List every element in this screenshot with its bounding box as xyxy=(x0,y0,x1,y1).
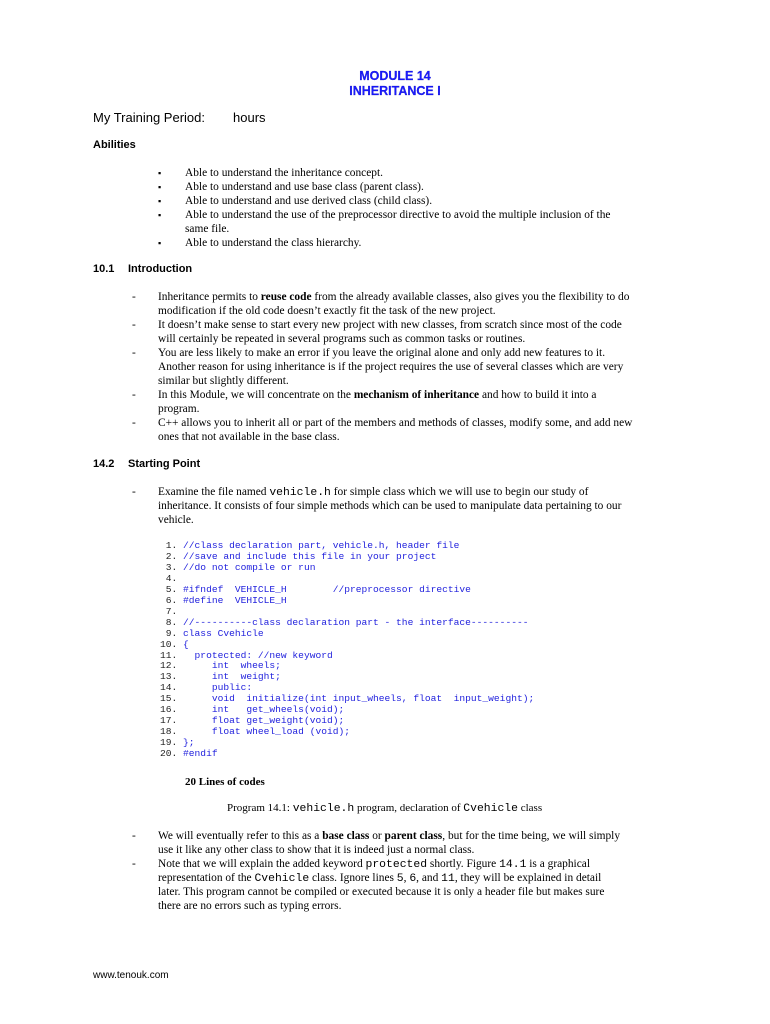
line-number: 3. xyxy=(160,561,178,573)
text-run: is a graphical xyxy=(526,858,590,870)
bold-term: mechanism of inheritance xyxy=(353,389,480,401)
dash-bullet-icon: - xyxy=(132,830,136,842)
line-number: 8. xyxy=(160,616,178,628)
text-run: program. xyxy=(158,403,200,415)
code-line xyxy=(160,596,534,607)
line-number: 5. xyxy=(160,583,178,595)
code-text: int wheels; xyxy=(177,660,281,672)
text-run: representation of the xyxy=(158,872,255,884)
line-number: 6. xyxy=(160,594,178,606)
line-number: 13. xyxy=(160,671,178,683)
dash-bullet-icon: - xyxy=(132,486,136,498)
code-text: #endif xyxy=(177,748,218,760)
paragraph-line xyxy=(158,499,621,513)
text-run: or xyxy=(369,830,385,842)
lines-of-code-caption: 20 Lines of codes xyxy=(185,776,265,788)
paragraph-line xyxy=(158,416,632,430)
paragraph-line xyxy=(158,829,620,843)
paragraph-line xyxy=(158,513,194,527)
paragraph-line xyxy=(158,885,604,899)
paragraph-line xyxy=(158,899,341,913)
code-text: #ifndef VEHICLE_H //preprocessor directive xyxy=(177,583,471,595)
paragraph-line xyxy=(158,485,588,500)
code-text: { xyxy=(177,638,189,650)
line-number: 16. xyxy=(160,704,178,716)
code-text: public: xyxy=(177,682,253,694)
code-listing xyxy=(160,541,534,760)
text-run: will certainly be repeated in several programs such as common tasks or routines. xyxy=(158,333,526,345)
square-bullet-icon: ▪ xyxy=(158,196,162,206)
dash-bullet-icon: - xyxy=(132,319,136,331)
text-run: from the already available classes, also gives you the flexibility to do xyxy=(311,291,630,303)
code-text: int weight; xyxy=(177,671,281,683)
square-bullet-icon: ▪ xyxy=(158,238,162,248)
code-text: //save and include this file in your project xyxy=(177,550,437,562)
code-line xyxy=(160,629,534,640)
square-bullet-icon: ▪ xyxy=(158,168,162,178)
text-run: for simple class which we will use to begin our study of xyxy=(330,486,589,498)
line-number: 15. xyxy=(160,693,178,705)
text-run: In this Module, we will concentrate on the xyxy=(158,389,354,401)
text-run: class. Ignore lines xyxy=(309,872,397,884)
paragraph-line xyxy=(158,871,601,886)
program-caption xyxy=(227,802,542,815)
paragraph-line xyxy=(158,360,623,374)
line-number: 18. xyxy=(160,726,178,738)
paragraph-line xyxy=(158,843,474,857)
section-number: 10.1 xyxy=(93,263,115,275)
ability-text: Able to understand and use base class (parent class). xyxy=(185,181,424,193)
code-line xyxy=(160,727,534,738)
text-run: use it like any other class to show that it is indeed just a normal class. xyxy=(158,844,475,856)
text-run: ones that not available in the base class. xyxy=(158,431,340,443)
bold-term: parent class xyxy=(384,830,443,842)
section-heading-introduction xyxy=(93,263,192,275)
section-title: Starting Point xyxy=(128,458,201,470)
text-run: We will eventually refer to this as a xyxy=(158,830,323,842)
training-period xyxy=(93,110,266,125)
text-run: Inheritance permits to xyxy=(158,291,261,303)
inline-code: Cvehicle xyxy=(463,803,518,815)
text-run: similar but slightly different. xyxy=(158,375,289,387)
paragraph-line xyxy=(158,304,496,318)
dash-bullet-icon: - xyxy=(132,858,136,870)
text-run: class xyxy=(517,802,543,814)
code-text: }; xyxy=(177,737,195,749)
ability-text: Able to understand the inheritance concept. xyxy=(185,167,383,179)
section-title: Introduction xyxy=(128,263,193,275)
text-run: , and xyxy=(416,872,442,884)
inline-code: vehicle.h xyxy=(292,803,355,815)
ability-text: same file. xyxy=(185,223,230,235)
text-run: It doesn’t make sense to start every new project with new classes, from scratch since most of the code xyxy=(158,319,622,331)
paragraph-line xyxy=(158,374,289,388)
paragraph-line xyxy=(158,318,622,332)
code-line xyxy=(160,749,534,760)
text-run: Another reason for using inheritance is if the project requires the use of several classes which are very xyxy=(158,361,624,373)
line-number: 14. xyxy=(160,682,178,694)
paragraph-line xyxy=(158,430,340,444)
text-run: , xyxy=(403,872,410,884)
inline-code: protected xyxy=(365,859,428,871)
text-run: vehicle. xyxy=(158,514,194,526)
code-line xyxy=(160,563,534,574)
line-number: 7. xyxy=(160,605,178,617)
text-run: , they will be explained in detail xyxy=(454,872,602,884)
dash-bullet-icon: - xyxy=(132,291,136,303)
footer-url: www.tenouk.com xyxy=(93,970,169,981)
inline-code: Cvehicle xyxy=(254,873,310,885)
text-run: C++ allows you to inherit all or part of the members and methods of classes, modify some, and add new xyxy=(158,417,633,429)
code-text: float get_weight(void); xyxy=(177,715,345,727)
text-run: Program 14.1: xyxy=(227,802,293,814)
inline-code: 5 xyxy=(396,873,404,885)
paragraph-line xyxy=(158,388,596,402)
text-run: and how to build it into a xyxy=(479,389,597,401)
text-run: You are less likely to make an error if you leave the original alone and only add new features to it. xyxy=(158,347,606,359)
text-run: Note that we will explain the added keyword xyxy=(158,858,366,870)
bold-term: base class xyxy=(322,830,370,842)
code-text: //do not compile or run xyxy=(177,561,316,573)
text-run: Examine the file named xyxy=(158,486,270,498)
line-number: 20. xyxy=(160,748,178,760)
line-number: 4. xyxy=(160,572,178,584)
ability-text: Able to understand and use derived class (child class). xyxy=(185,195,433,207)
inline-code: 14.1 xyxy=(499,859,527,871)
text-run: program, declaration of xyxy=(354,802,464,814)
paragraph-line xyxy=(158,402,199,416)
code-text: //----------class declaration part - the interface---------- xyxy=(177,616,529,628)
dash-bullet-icon: - xyxy=(132,389,136,401)
paragraph-line xyxy=(158,346,605,360)
code-text: #define VEHICLE_H xyxy=(177,594,287,606)
text-run: there are no errors such as typing errors. xyxy=(158,900,342,912)
training-period-label: My Training Period: xyxy=(93,110,205,125)
paragraph-line xyxy=(158,290,629,304)
inline-code: 11 xyxy=(441,873,455,885)
text-run: inheritance. It consists of four simple methods which can be used to manipulate data pertaining to our xyxy=(158,500,622,512)
module-title: MODULE 14 xyxy=(359,69,431,83)
paragraph-line xyxy=(158,857,590,872)
line-number: 2. xyxy=(160,550,178,562)
line-number: 1. xyxy=(160,540,178,551)
square-bullet-icon: ▪ xyxy=(158,182,162,192)
code-text: protected: //new keyword xyxy=(177,649,333,661)
line-number: 10. xyxy=(160,638,178,650)
ability-text: Able to understand the class hierarchy. xyxy=(185,237,362,249)
line-number: 9. xyxy=(160,627,178,639)
line-number: 11. xyxy=(160,649,178,661)
code-text: void initialize(int input_wheels, float input_weight); xyxy=(177,693,535,705)
code-text: int get_wheels(void); xyxy=(177,704,345,716)
inline-code: 6 xyxy=(409,873,417,885)
square-bullet-icon: ▪ xyxy=(158,210,162,220)
ability-text: Able to understand the use of the preprocessor directive to avoid the multiple inclusion of the xyxy=(185,209,611,221)
paragraph-line xyxy=(158,332,525,346)
text-run: modification if the old code doesn’t exactly fit the task of the new project. xyxy=(158,305,496,317)
code-text: //class declaration part, vehicle.h, header file xyxy=(177,540,460,551)
abilities-heading: Abilities xyxy=(93,139,136,151)
bold-term: reuse code xyxy=(260,291,312,303)
dash-bullet-icon: - xyxy=(132,417,136,429)
section-heading-starting-point xyxy=(93,458,200,470)
line-number: 19. xyxy=(160,737,178,749)
inline-code: vehicle.h xyxy=(269,487,331,499)
section-number: 14.2 xyxy=(93,458,115,470)
text-run: later. This program cannot be compiled or executed because it is only a header file but makes sure xyxy=(158,886,605,898)
module-topic: INHERITANCE I xyxy=(349,84,441,98)
line-number: 12. xyxy=(160,660,178,672)
text-run: , but for the time being, we will simply xyxy=(442,830,621,842)
training-period-unit: hours xyxy=(233,110,266,125)
code-text: float wheel_load (void); xyxy=(177,726,350,738)
line-number: 17. xyxy=(160,715,178,727)
code-text: class Cvehicle xyxy=(177,627,264,639)
dash-bullet-icon: - xyxy=(132,347,136,359)
text-run: shortly. Figure xyxy=(427,858,500,870)
